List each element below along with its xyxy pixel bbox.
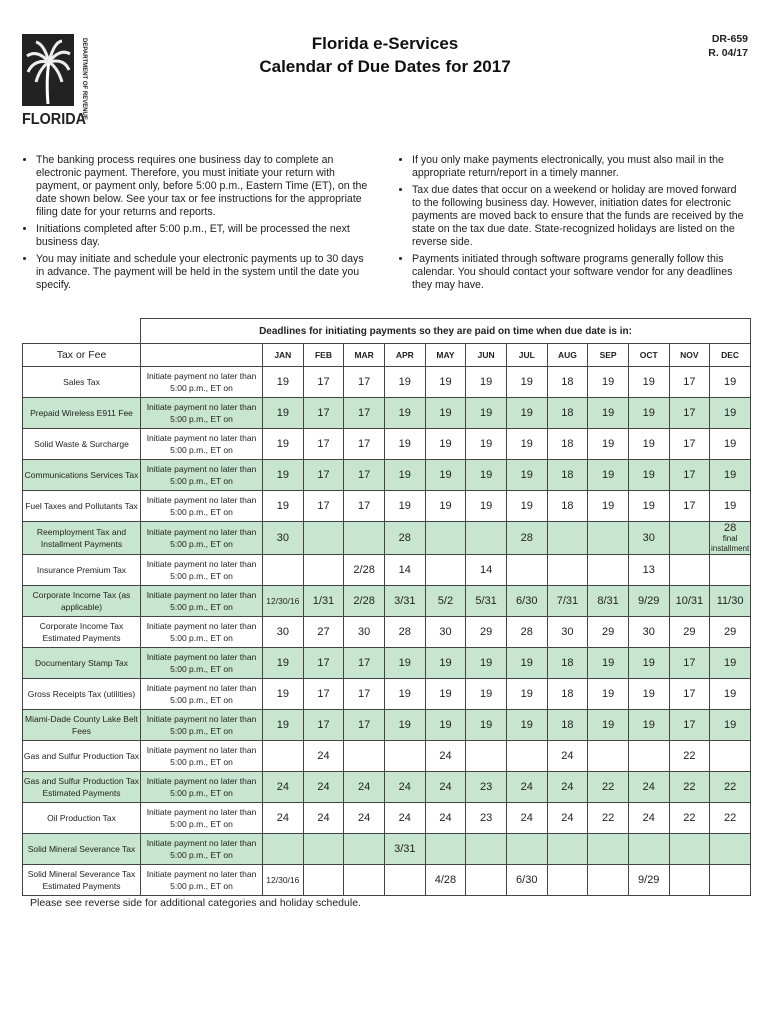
due-date-cell: 24: [384, 803, 425, 834]
month-header-dec: DEC: [710, 344, 751, 367]
tax-name: Solid Mineral Severance Tax: [23, 834, 141, 865]
due-date-cell: 17: [669, 367, 710, 398]
due-date-cell: 18: [547, 398, 588, 429]
initiate-note: Initiate payment no later than 5:00 p.m., ET on: [141, 865, 263, 896]
due-date-cell: [710, 834, 751, 865]
due-date-cell: 29: [588, 617, 629, 648]
due-date-cell: 4/28: [425, 865, 466, 896]
initiate-note: Initiate payment no later than 5:00 p.m., ET on: [141, 522, 263, 555]
due-date-cell: 19: [263, 398, 304, 429]
due-date-cell: 19: [506, 491, 547, 522]
due-date-cell: 17: [669, 679, 710, 710]
due-date-cell: 19: [466, 367, 507, 398]
initiate-note: Initiate payment no later than 5:00 p.m., ET on: [141, 803, 263, 834]
due-date-cell: [466, 834, 507, 865]
due-date-cell: 30: [263, 522, 304, 555]
due-date-cell: 3/31: [384, 834, 425, 865]
due-date-cell: [547, 834, 588, 865]
table-row: [23, 803, 751, 834]
due-date-cell: 19: [588, 710, 629, 741]
due-date-cell: 19: [710, 710, 751, 741]
tax-name: Gross Receipts Tax (utilities): [23, 679, 141, 710]
due-date-cell: 22: [710, 772, 751, 803]
due-date-cell: [263, 834, 304, 865]
due-date-cell: [710, 865, 751, 896]
due-date-cell: 19: [384, 367, 425, 398]
due-date-cell: [263, 741, 304, 772]
due-date-cell: [466, 865, 507, 896]
due-date-cell: [425, 834, 466, 865]
due-date-cell: 17: [669, 460, 710, 491]
due-date-cell: 24: [344, 803, 385, 834]
due-date-cell: 19: [263, 710, 304, 741]
due-date-cell: 19: [588, 367, 629, 398]
table-row: [23, 834, 751, 865]
footer-note: Please see reverse side for additional categories and holiday schedule.: [30, 897, 361, 909]
due-date-cell: 22: [588, 803, 629, 834]
due-date-cell: 1/31: [303, 586, 344, 617]
due-date-cell: 19: [263, 429, 304, 460]
due-date-cell: 29: [669, 617, 710, 648]
due-date-cell: 23: [466, 772, 507, 803]
month-header-oct: OCT: [628, 344, 669, 367]
due-date-cell: 19: [506, 367, 547, 398]
instructions-right: [398, 154, 748, 296]
month-header-jul: JUL: [506, 344, 547, 367]
due-date-cell: 19: [628, 710, 669, 741]
due-date-cell: [588, 522, 629, 555]
due-date-cell: 17: [669, 491, 710, 522]
due-date-cell: 24: [425, 772, 466, 803]
due-date-cell: 22: [710, 803, 751, 834]
due-date-cell: 19: [588, 460, 629, 491]
initiate-note: Initiate payment no later than 5:00 p.m., ET on: [141, 586, 263, 617]
due-date-cell: 17: [344, 367, 385, 398]
due-date-cell: 17: [344, 429, 385, 460]
due-date-cell: 19: [263, 491, 304, 522]
due-date-cell: 17: [344, 460, 385, 491]
due-date-cell: 7/31: [547, 586, 588, 617]
due-date-cell: [588, 555, 629, 586]
due-date-cell: 17: [344, 648, 385, 679]
due-date-cell: [425, 555, 466, 586]
due-date-cell: 19: [466, 648, 507, 679]
due-date-cell: 19: [425, 429, 466, 460]
due-date-cell: 19: [588, 398, 629, 429]
due-date-cell: 19: [425, 710, 466, 741]
florida-dor-logo: [22, 34, 86, 130]
due-date-cell: [588, 741, 629, 772]
due-date-cell: 17: [669, 398, 710, 429]
tax-name: Corporate Income Tax Estimated Payments: [23, 617, 141, 648]
due-date-cell: 19: [425, 398, 466, 429]
month-header-jan: JAN: [263, 344, 304, 367]
table-row: [23, 648, 751, 679]
table-row: [23, 865, 751, 896]
due-date-cell: 17: [669, 710, 710, 741]
blank-corner: [23, 319, 141, 344]
due-date-cell: 28: [506, 522, 547, 555]
due-date-cell: [303, 555, 344, 586]
initiate-note: Initiate payment no later than 5:00 p.m., ET on: [141, 648, 263, 679]
due-date-cell: [344, 741, 385, 772]
month-header-apr: APR: [384, 344, 425, 367]
due-date-cell: 22: [669, 741, 710, 772]
due-date-cell: 12/30/16: [263, 586, 304, 617]
month-header-feb: FEB: [303, 344, 344, 367]
due-date-cell: [547, 865, 588, 896]
due-date-cell: 12/30/16: [263, 865, 304, 896]
table-row: [23, 398, 751, 429]
due-date-cell: 2/28: [344, 555, 385, 586]
initiate-note: Initiate payment no later than 5:00 p.m., ET on: [141, 555, 263, 586]
due-date-cell: 29: [710, 617, 751, 648]
final-installment-note: final installment: [710, 534, 750, 553]
initiate-note: Initiate payment no later than 5:00 p.m., ET on: [141, 460, 263, 491]
due-date-cell: 24: [547, 803, 588, 834]
due-date-cell: 19: [425, 648, 466, 679]
table-row: [23, 429, 751, 460]
svg-text:DEPARTMENT OF REVENUE: DEPARTMENT OF REVENUE: [81, 38, 87, 120]
bullet: • Initiations completed after 5:00 p.m., ET, will be processed the next business day.: [36, 223, 374, 249]
due-date-cell: 5/31: [466, 586, 507, 617]
due-date-cell: 17: [344, 679, 385, 710]
due-date-cell: 24: [263, 803, 304, 834]
due-date-cell: 22: [669, 803, 710, 834]
tax-name: Solid Mineral Severance Tax Estimated Payments: [23, 865, 141, 896]
due-date-cell: 19: [384, 648, 425, 679]
initiate-note: Initiate payment no later than 5:00 p.m., ET on: [141, 741, 263, 772]
due-date-cell: 23: [466, 803, 507, 834]
bullet: • The banking process requires one business day to complete an electronic payment. Therefore, you must initiate your return with payment, or payment only, before 5:00 p.m., Eastern Time (ET), on the date shown below. See your tax or fee instructions for the appropriate filing date for your returns and reports.: [36, 154, 374, 219]
due-date-cell: 9/29: [628, 865, 669, 896]
due-date-cell: 6/30: [506, 586, 547, 617]
due-date-cell: 18: [547, 367, 588, 398]
table-row: [23, 617, 751, 648]
month-header-aug: AUG: [547, 344, 588, 367]
due-date-cell: [506, 834, 547, 865]
due-date-cell: 19: [506, 398, 547, 429]
due-date-cell: 11/30: [710, 586, 751, 617]
due-date-cell: 28 final installment: [710, 522, 750, 553]
due-date-cell: 24: [506, 772, 547, 803]
due-date-cell: [384, 741, 425, 772]
due-date-cell: 19: [263, 648, 304, 679]
due-date-cell: 19: [466, 460, 507, 491]
table-row: [23, 460, 751, 491]
tax-name: Miami-Dade County Lake Belt Fees: [23, 710, 141, 741]
due-date-cell: 19: [466, 710, 507, 741]
due-date-cell: 24: [425, 803, 466, 834]
title-line-1: Florida e-Services: [311, 34, 459, 53]
due-date-cell: 28: [506, 617, 547, 648]
due-date-cell: 17: [303, 367, 344, 398]
due-date-cell: 19: [425, 460, 466, 491]
due-date-cell: 18: [547, 648, 588, 679]
deadline-header: Deadlines for initiating payments so they are paid on time when due date is in:: [141, 319, 751, 344]
bullet: • You may initiate and schedule your electronic payments up to 30 days in advance. The payment will be held in the system until the date you specify.: [36, 253, 374, 292]
due-date-cell: 19: [628, 367, 669, 398]
table-row: [23, 491, 751, 522]
due-dates-table: [22, 318, 751, 896]
month-header-mar: MAR: [344, 344, 385, 367]
svg-text:FLORIDA: FLORIDA: [22, 111, 86, 128]
page-title: [200, 32, 570, 78]
due-date-cell: 19: [628, 491, 669, 522]
due-date-cell: 19: [628, 679, 669, 710]
due-date-cell: 13: [628, 555, 669, 586]
due-date-cell: 19: [384, 679, 425, 710]
due-date-cell: 19: [425, 679, 466, 710]
due-date-cell: 17: [303, 710, 344, 741]
due-date-cell: 18: [547, 460, 588, 491]
initiate-note: Initiate payment no later than 5:00 p.m., ET on: [141, 398, 263, 429]
due-date-cell: 28: [384, 617, 425, 648]
due-date-cell: 19: [628, 398, 669, 429]
due-date-cell: 18: [547, 679, 588, 710]
due-date-cell: 19: [588, 648, 629, 679]
initiate-note: Initiate payment no later than 5:00 p.m., ET on: [141, 367, 263, 398]
due-date-cell: [628, 741, 669, 772]
due-date-cell: 19: [710, 398, 751, 429]
due-date-cell: [547, 522, 588, 555]
due-date-cell: 24: [506, 803, 547, 834]
due-date-cell: 2/28: [344, 586, 385, 617]
due-date-cell: [384, 865, 425, 896]
due-date-cell: 19: [710, 460, 751, 491]
due-date-cell: 17: [303, 460, 344, 491]
due-date-cell: 19: [506, 679, 547, 710]
tax-name: Fuel Taxes and Pollutants Tax: [23, 491, 141, 522]
due-date-cell: 30: [628, 522, 669, 555]
table-row: [23, 367, 751, 398]
due-date-cell: [506, 741, 547, 772]
title-line-2: Calendar of Due Dates for 2017: [259, 57, 511, 76]
due-date-cell: 18: [547, 491, 588, 522]
due-date-cell: 19: [588, 429, 629, 460]
due-date-cell: 28: [384, 522, 425, 555]
due-date-cell: 19: [506, 648, 547, 679]
due-date-cell: [669, 834, 710, 865]
due-date-cell: 19: [710, 491, 751, 522]
due-date-cell: 19: [588, 491, 629, 522]
due-date-cell: 18: [547, 429, 588, 460]
due-date-cell: [303, 522, 344, 555]
due-date-cell: 19: [628, 648, 669, 679]
due-date-cell: [344, 834, 385, 865]
due-date-cell: 19: [466, 429, 507, 460]
due-date-cell: 19: [506, 429, 547, 460]
due-date-cell: 30: [628, 617, 669, 648]
form-revision: R. 04/17: [708, 47, 748, 59]
due-date-cell: 17: [669, 648, 710, 679]
due-date-cell: [303, 865, 344, 896]
due-date-cell: 24: [425, 741, 466, 772]
due-date-cell: 24: [303, 741, 344, 772]
due-date-cell: 22: [588, 772, 629, 803]
instructions-left: [22, 154, 374, 296]
initiate-note: Initiate payment no later than 5:00 p.m., ET on: [141, 834, 263, 865]
due-date-cell: 24: [547, 741, 588, 772]
due-date-cell: 30: [425, 617, 466, 648]
form-id: [708, 32, 748, 60]
due-date-cell: 30: [344, 617, 385, 648]
due-date-cell: 19: [384, 398, 425, 429]
due-date-cell: [466, 522, 507, 555]
tax-name: Prepaid Wireless E911 Fee: [23, 398, 141, 429]
due-date-cell: 24: [263, 772, 304, 803]
due-date-cell: [466, 741, 507, 772]
due-date-cell: [628, 834, 669, 865]
due-date-cell: 22: [669, 772, 710, 803]
due-date-cell: [669, 522, 710, 555]
month-header-jun: JUN: [466, 344, 507, 367]
month-header-sep: SEP: [588, 344, 629, 367]
initiate-note: Initiate payment no later than 5:00 p.m., ET on: [141, 429, 263, 460]
bullet: • Tax due dates that occur on a weekend or holiday are moved forward to the following business day. However, initiation dates for electronic payments are moved back to ensure that the funds are received by the state on the tax due date. State-recognized holidays are listed on the reverse side.: [412, 184, 748, 249]
due-date-cell: 24: [384, 772, 425, 803]
bullet: • If you only make payments electronically, you must also mail in the appropriate return/report in a timely manner.: [412, 154, 748, 180]
month-header-may: MAY: [425, 344, 466, 367]
initiate-note: Initiate payment no later than 5:00 p.m., ET on: [141, 772, 263, 803]
due-date-cell: 24: [303, 772, 344, 803]
due-date-cell: 24: [344, 772, 385, 803]
due-date-cell: 9/29: [628, 586, 669, 617]
tax-name: Oil Production Tax: [23, 803, 141, 834]
due-date-cell: 17: [669, 429, 710, 460]
tax-name: Documentary Stamp Tax: [23, 648, 141, 679]
tax-name: Sales Tax: [23, 367, 141, 398]
due-date-cell: 19: [466, 679, 507, 710]
due-date-cell: 19: [588, 679, 629, 710]
due-date-cell: 6/30: [506, 865, 547, 896]
due-date-cell: [588, 834, 629, 865]
due-date-cell: 17: [344, 398, 385, 429]
table-row: [23, 679, 751, 710]
due-date-cell: 24: [628, 772, 669, 803]
month-header-nov: NOV: [669, 344, 710, 367]
due-date-cell: [669, 555, 710, 586]
due-date-cell: 24: [628, 803, 669, 834]
due-date-cell: 18: [547, 710, 588, 741]
table-row: [23, 555, 751, 586]
tax-name: Gas and Sulfur Production Tax Estimated Payments: [23, 772, 141, 803]
due-date-cell: 30: [547, 617, 588, 648]
tax-name: Solid Waste & Surcharge: [23, 429, 141, 460]
tax-name: Communications Services Tax: [23, 460, 141, 491]
due-date-cell: 19: [384, 429, 425, 460]
due-date-cell: 19: [425, 367, 466, 398]
due-date-cell: 19: [263, 367, 304, 398]
due-date-cell: 19: [506, 460, 547, 491]
table-row: [23, 586, 751, 617]
due-date-cell: 17: [303, 679, 344, 710]
due-date-cell: 8/31: [588, 586, 629, 617]
due-date-cell: [344, 865, 385, 896]
due-date-cell: 19: [628, 429, 669, 460]
due-date-cell: 19: [710, 648, 751, 679]
table-row: [23, 522, 751, 555]
due-date-cell: 19: [263, 679, 304, 710]
tax-or-fee-header: Tax or Fee: [23, 344, 141, 367]
tax-name: Reemployment Tax and Installment Payments: [23, 522, 141, 555]
due-date-cell: 14: [384, 555, 425, 586]
initiate-note: Initiate payment no later than 5:00 p.m., ET on: [141, 617, 263, 648]
due-date-cell: 29: [466, 617, 507, 648]
due-date-cell: [425, 522, 466, 555]
due-date-cell: 19: [425, 491, 466, 522]
due-date-cell: 17: [303, 429, 344, 460]
due-date-cell: 10/31: [669, 586, 710, 617]
due-date-cell: [588, 865, 629, 896]
tax-name: Gas and Sulfur Production Tax: [23, 741, 141, 772]
due-date-cell: 17: [344, 710, 385, 741]
due-date-cell: 19: [710, 367, 751, 398]
due-date-cell: 17: [303, 398, 344, 429]
due-date-cell: [547, 555, 588, 586]
table-row: [23, 741, 751, 772]
tax-name: Insurance Premium Tax: [23, 555, 141, 586]
form-number: DR-659: [711, 33, 748, 45]
due-date-cell: 17: [303, 648, 344, 679]
table-row: [23, 772, 751, 803]
due-date-cell: 19: [384, 460, 425, 491]
due-date-cell: 30: [263, 617, 304, 648]
due-date-cell: 19: [506, 710, 547, 741]
due-date-cell: [263, 555, 304, 586]
initiate-note: Initiate payment no later than 5:00 p.m., ET on: [141, 679, 263, 710]
due-date-cell: 17: [303, 491, 344, 522]
due-date-cell: [344, 522, 385, 555]
tax-name: Corporate Income Tax (as applicable): [23, 586, 141, 617]
due-date-cell: [710, 555, 751, 586]
due-date-cell: 14: [466, 555, 507, 586]
initiate-header: [141, 344, 263, 367]
due-date-cell: 19: [384, 491, 425, 522]
due-date-cell: 19: [466, 491, 507, 522]
due-date-cell: 19: [466, 398, 507, 429]
due-date-cell: 24: [547, 772, 588, 803]
due-date-cell: 19: [628, 460, 669, 491]
due-date-cell: [669, 865, 710, 896]
due-date-cell: [710, 741, 751, 772]
due-date-cell: [506, 555, 547, 586]
initiate-note: Initiate payment no later than 5:00 p.m., ET on: [141, 710, 263, 741]
bullet: • Payments initiated through software programs generally follow this calendar. You should contact your software vendor for any deadlines they may have.: [412, 253, 748, 292]
due-date-cell: 19: [384, 710, 425, 741]
due-date-cell: [303, 834, 344, 865]
due-date-cell: 3/31: [384, 586, 425, 617]
due-date-cell: 19: [263, 460, 304, 491]
due-date-cell: 5/2: [425, 586, 466, 617]
due-date-cell: 27: [303, 617, 344, 648]
due-date-cell: 19: [710, 429, 751, 460]
due-date-cell: 19: [710, 679, 751, 710]
table-row: [23, 710, 751, 741]
initiate-note: Initiate payment no later than 5:00 p.m., ET on: [141, 491, 263, 522]
due-date-cell: 24: [303, 803, 344, 834]
due-date-cell: 17: [344, 491, 385, 522]
